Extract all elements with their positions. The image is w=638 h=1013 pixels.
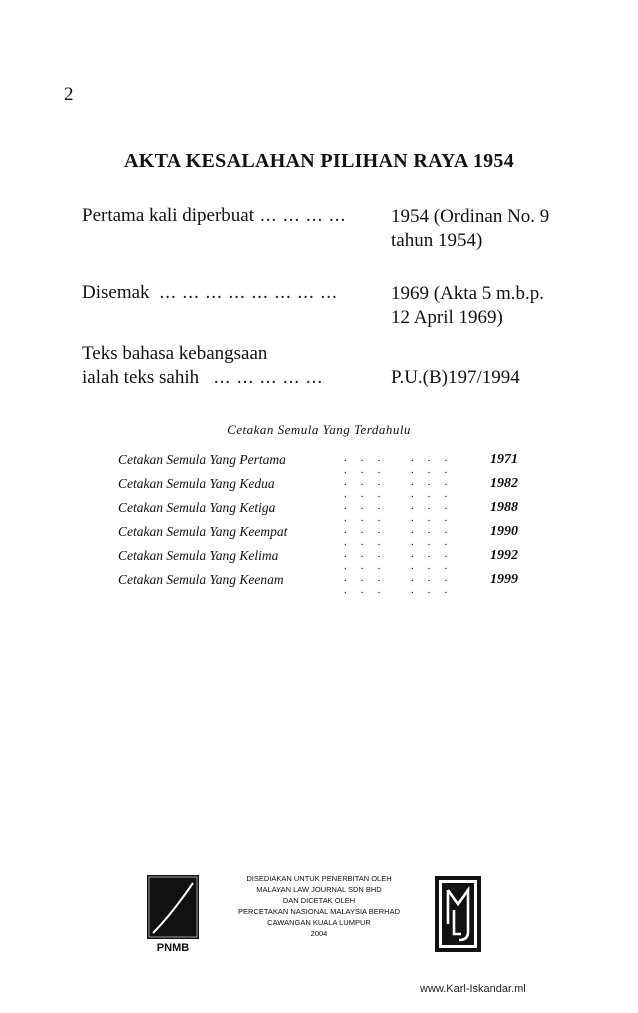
reprint-year: 1982 <box>490 476 518 491</box>
dot-leader: ... ... ... ... <box>260 205 347 226</box>
detail-value <box>391 366 520 390</box>
page-number: 2 <box>64 84 74 105</box>
detail-row-revised <box>82 282 338 304</box>
reprint-row <box>118 452 518 476</box>
dot-leader: ... ... ... ... ... <box>213 367 324 388</box>
reprint-label: Cetakan Semula Yang Ketiga <box>118 500 276 515</box>
detail-value-line: 1969 (Akta 5 m.b.p. <box>391 283 545 304</box>
dot-leader: ... ... ... ... <box>344 500 462 524</box>
detail-value <box>391 205 549 253</box>
act-title: AKTA KESALAHAN PILIHAN RAYA 1954 <box>123 150 515 172</box>
reprint-row <box>118 476 518 500</box>
imprint-line: DAN DICETAK OLEH <box>282 896 356 905</box>
imprint-line: PERCETAKAN NASIONAL MALAYSIA BERHAD <box>238 907 400 916</box>
reprint-row <box>118 524 518 548</box>
detail-value-line: 12 April 1969) <box>391 307 503 328</box>
detail-value-line: tahun 1954) <box>391 230 483 251</box>
detail-value <box>391 282 544 330</box>
reprint-label: Cetakan Semula Yang Keempat <box>118 524 288 539</box>
reprint-year: 1990 <box>490 524 518 539</box>
pnmb-logo-text: PNMB <box>156 942 190 953</box>
detail-value-line: 1954 (Ordinan No. 9 <box>391 206 550 227</box>
mlj-logo <box>435 876 481 952</box>
reprint-heading: Cetakan Semula Yang Terdahulu <box>227 422 411 437</box>
imprint-line: CAWANGAN KUALA LUMPUR <box>267 918 371 927</box>
dot-leader: ... ... ... ... <box>344 452 462 476</box>
detail-label: Disemak <box>82 282 150 303</box>
dot-leader: ... ... ... ... <box>344 548 462 572</box>
imprint-line: MALAYAN LAW JOURNAL SDN BHD <box>256 885 382 894</box>
reprint-label: Cetakan Semula Yang Kedua <box>118 476 275 491</box>
reprint-label: Cetakan Semula Yang Kelima <box>118 548 279 563</box>
reprint-row <box>118 572 518 596</box>
reprint-label: Cetakan Semula Yang Pertama <box>118 452 286 467</box>
detail-row-first-made <box>82 205 346 227</box>
imprint-line: 2004 <box>310 929 328 938</box>
reprint-row <box>118 500 518 524</box>
detail-label: Teks bahasa kebangsaan <box>82 343 268 364</box>
dot-leader: ... ... ... ... <box>344 524 462 548</box>
dot-leader: ... ... ... ... <box>344 572 462 596</box>
reprint-year: 1992 <box>490 548 518 563</box>
reprint-row <box>118 548 518 572</box>
dot-leader: ... ... ... ... <box>344 476 462 500</box>
detail-label: Pertama kali diperbuat <box>82 205 254 226</box>
watermark: www.Karl-Iskandar.ml <box>420 983 526 995</box>
reprint-year: 1988 <box>490 500 518 515</box>
reprint-label: Cetakan Semula Yang Keenam <box>118 572 284 587</box>
reprint-year: 1971 <box>490 452 518 467</box>
imprint-line: DISEDIAKAN UNTUK PENERBITAN OLEH <box>246 874 392 883</box>
detail-row-national-text <box>82 342 323 390</box>
detail-label: ialah teks sahih <box>82 367 200 388</box>
dot-leader: ... ... ... ... ... ... ... ... <box>159 282 338 303</box>
detail-value-line: P.U.(B)197/1994 <box>391 367 520 388</box>
imprint-block <box>0 873 638 939</box>
reprint-year: 1999 <box>490 572 518 587</box>
